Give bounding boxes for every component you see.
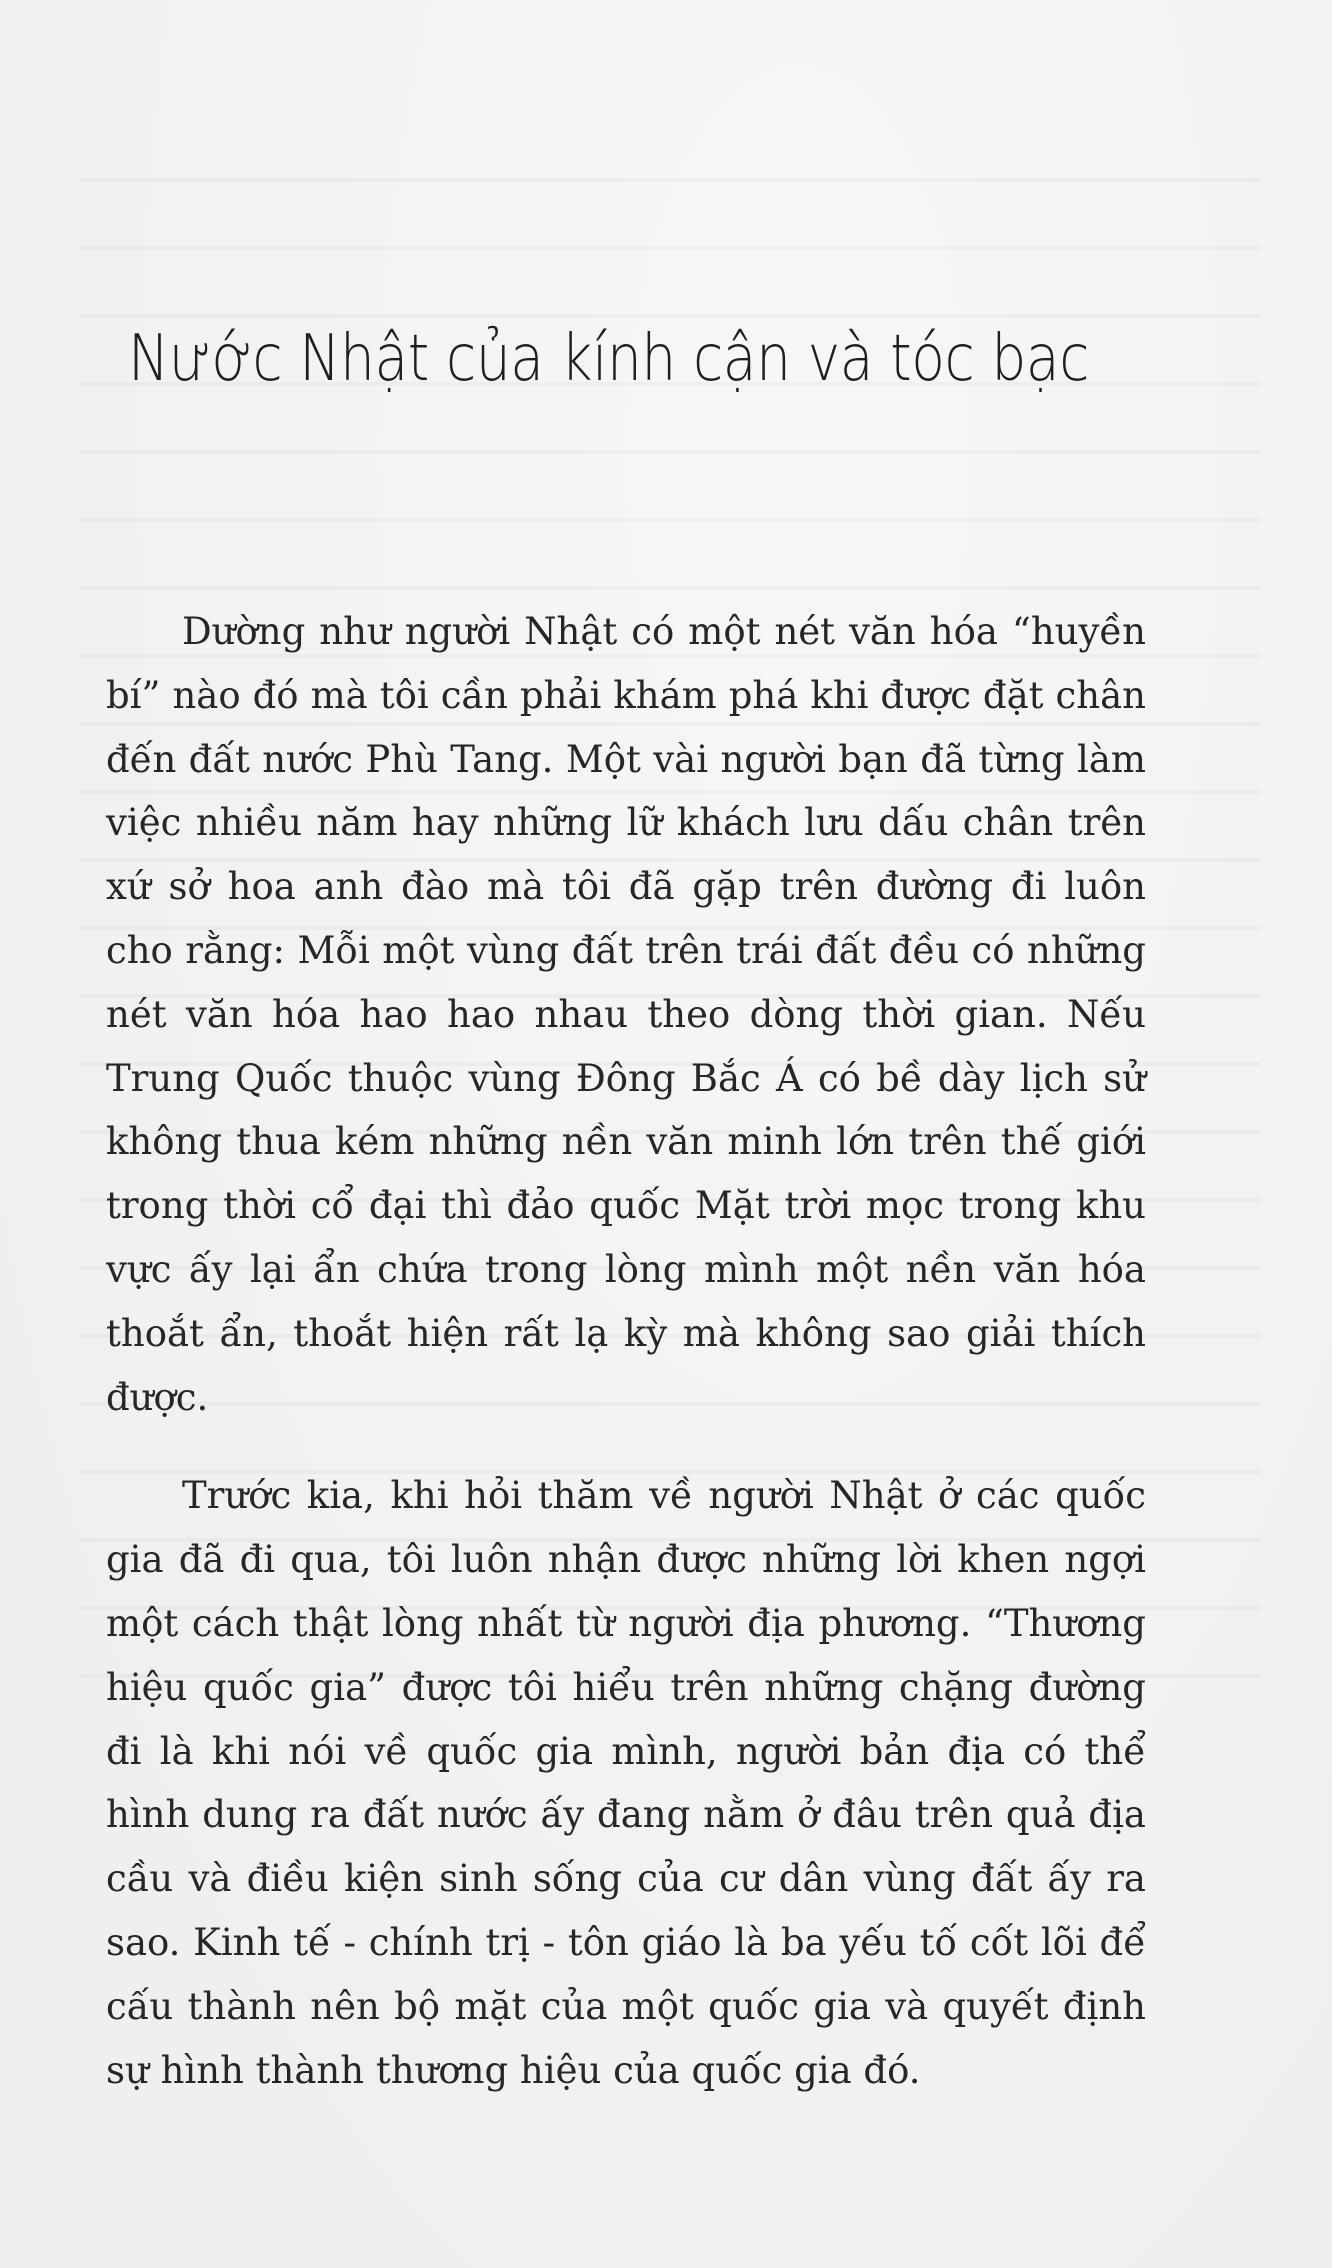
chapter-title: Nước Nhật của kính cận và tóc bạc xyxy=(128,322,1090,396)
paragraph-2: Trước kia, khi hỏi thăm về người Nhật ở các quốc gia đã đi qua, tôi luôn nhận được những lời khen ngợi một cách thật lòng nhất từ người địa phương. “Thương hiệu quốc gia” được tôi hiểu trên những chặng đường đi là khi nói về quốc gia mình, người bản địa có thể hình dung ra đất nước ấy đang nằm ở đâu trên quả địa cầu và điều kiện sinh sống của cư dân vùng đất ấy ra sao. Kinh tế - chính trị - tôn giáo là ba yếu tố cốt lõi để cấu thành nên bộ mặt của một quốc gia và quyết định sự hình thành thương hiệu của quốc gia đó. xyxy=(106,1474,1146,2092)
chapter-body xyxy=(106,600,1146,2102)
paragraph-1: Dường như người Nhật có một nét văn hóa “huyền bí” nào đó mà tôi cần phải khám phá khi được đặt chân đến đất nước Phù Tang. Một vài người bạn đã từng làm việc nhiều năm hay những lữ khách lưu dấu chân trên xứ sở hoa anh đào mà tôi đã gặp trên đường đi luôn cho rằng: Mỗi một vùng đất trên trái đất đều có những nét văn hóa hao hao nhau theo dòng thời gian. Nếu Trung Quốc thuộc vùng Đông Bắc Á có bề dày lịch sử không thua kém những nền văn minh lớn trên thế giới trong thời cổ đại thì đảo quốc Mặt trời mọc trong khu vực ấy lại ẩn chứa trong lòng mình một nền văn hóa thoắt ẩn, thoắt hiện rất lạ kỳ mà không sao giải thích được. xyxy=(106,610,1146,1419)
